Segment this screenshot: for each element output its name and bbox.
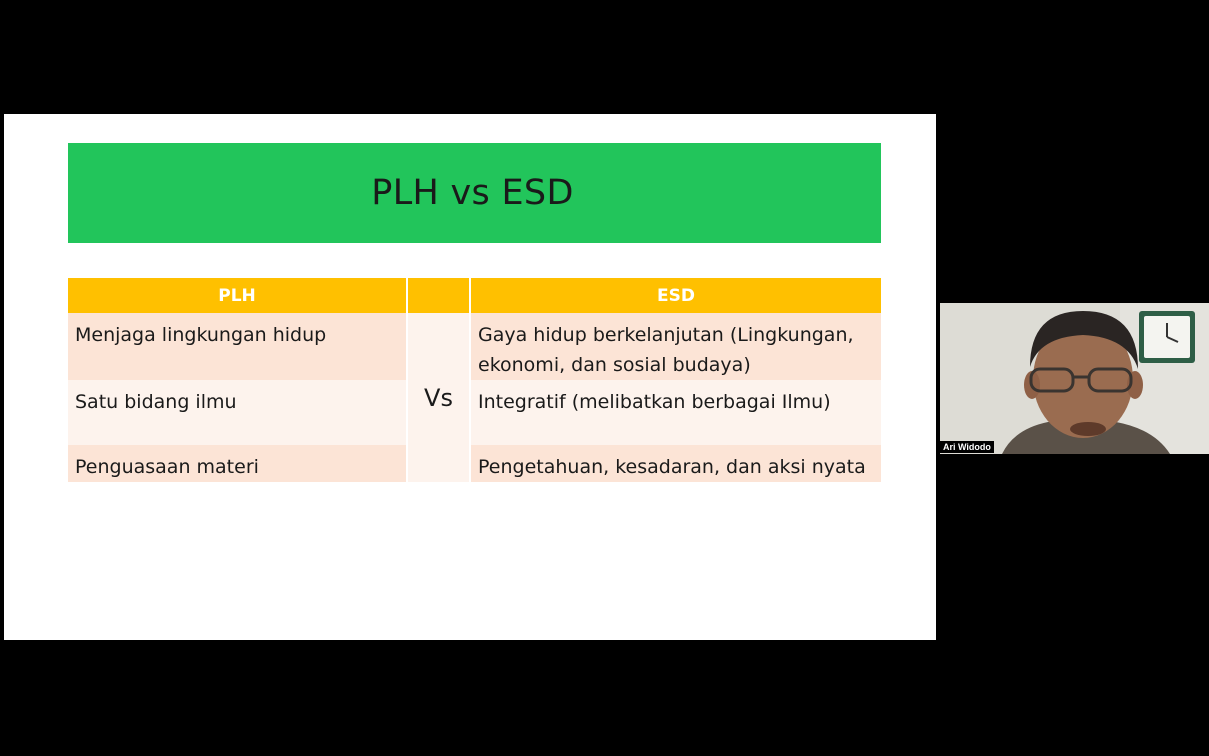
comparison-table [68, 278, 881, 482]
wall-clock-icon [1139, 311, 1195, 363]
title-banner [68, 143, 881, 243]
esd-cell: Gaya hidup berkelanjutan (Lingkungan, ekonomi, dan sosial budaya) [471, 313, 881, 380]
plh-cell: Penguasaan materi [68, 445, 408, 482]
header-plh: PLH [68, 278, 408, 313]
table-header-row [68, 278, 881, 313]
plh-cell: Satu bidang ilmu [68, 380, 408, 445]
vs-label: Vs [408, 313, 471, 482]
table-row [68, 313, 881, 380]
header-esd: ESD [471, 278, 881, 313]
esd-cell: Integratif (melibatkan berbagai Ilmu) [471, 380, 881, 445]
header-blank [408, 278, 471, 313]
participant-video-feed [940, 303, 1209, 454]
shared-slide [4, 114, 936, 640]
plh-cell: Menjaga lingkungan hidup [68, 313, 408, 380]
slide-title: PLH vs ESD [371, 173, 574, 213]
table-row [68, 445, 881, 482]
table-row [68, 380, 881, 445]
participant-name-label: Ari Widodo [940, 441, 994, 453]
participant-video-tile[interactable] [940, 303, 1209, 454]
esd-cell: Pengetahuan, kesadaran, dan aksi nyata [471, 445, 881, 482]
